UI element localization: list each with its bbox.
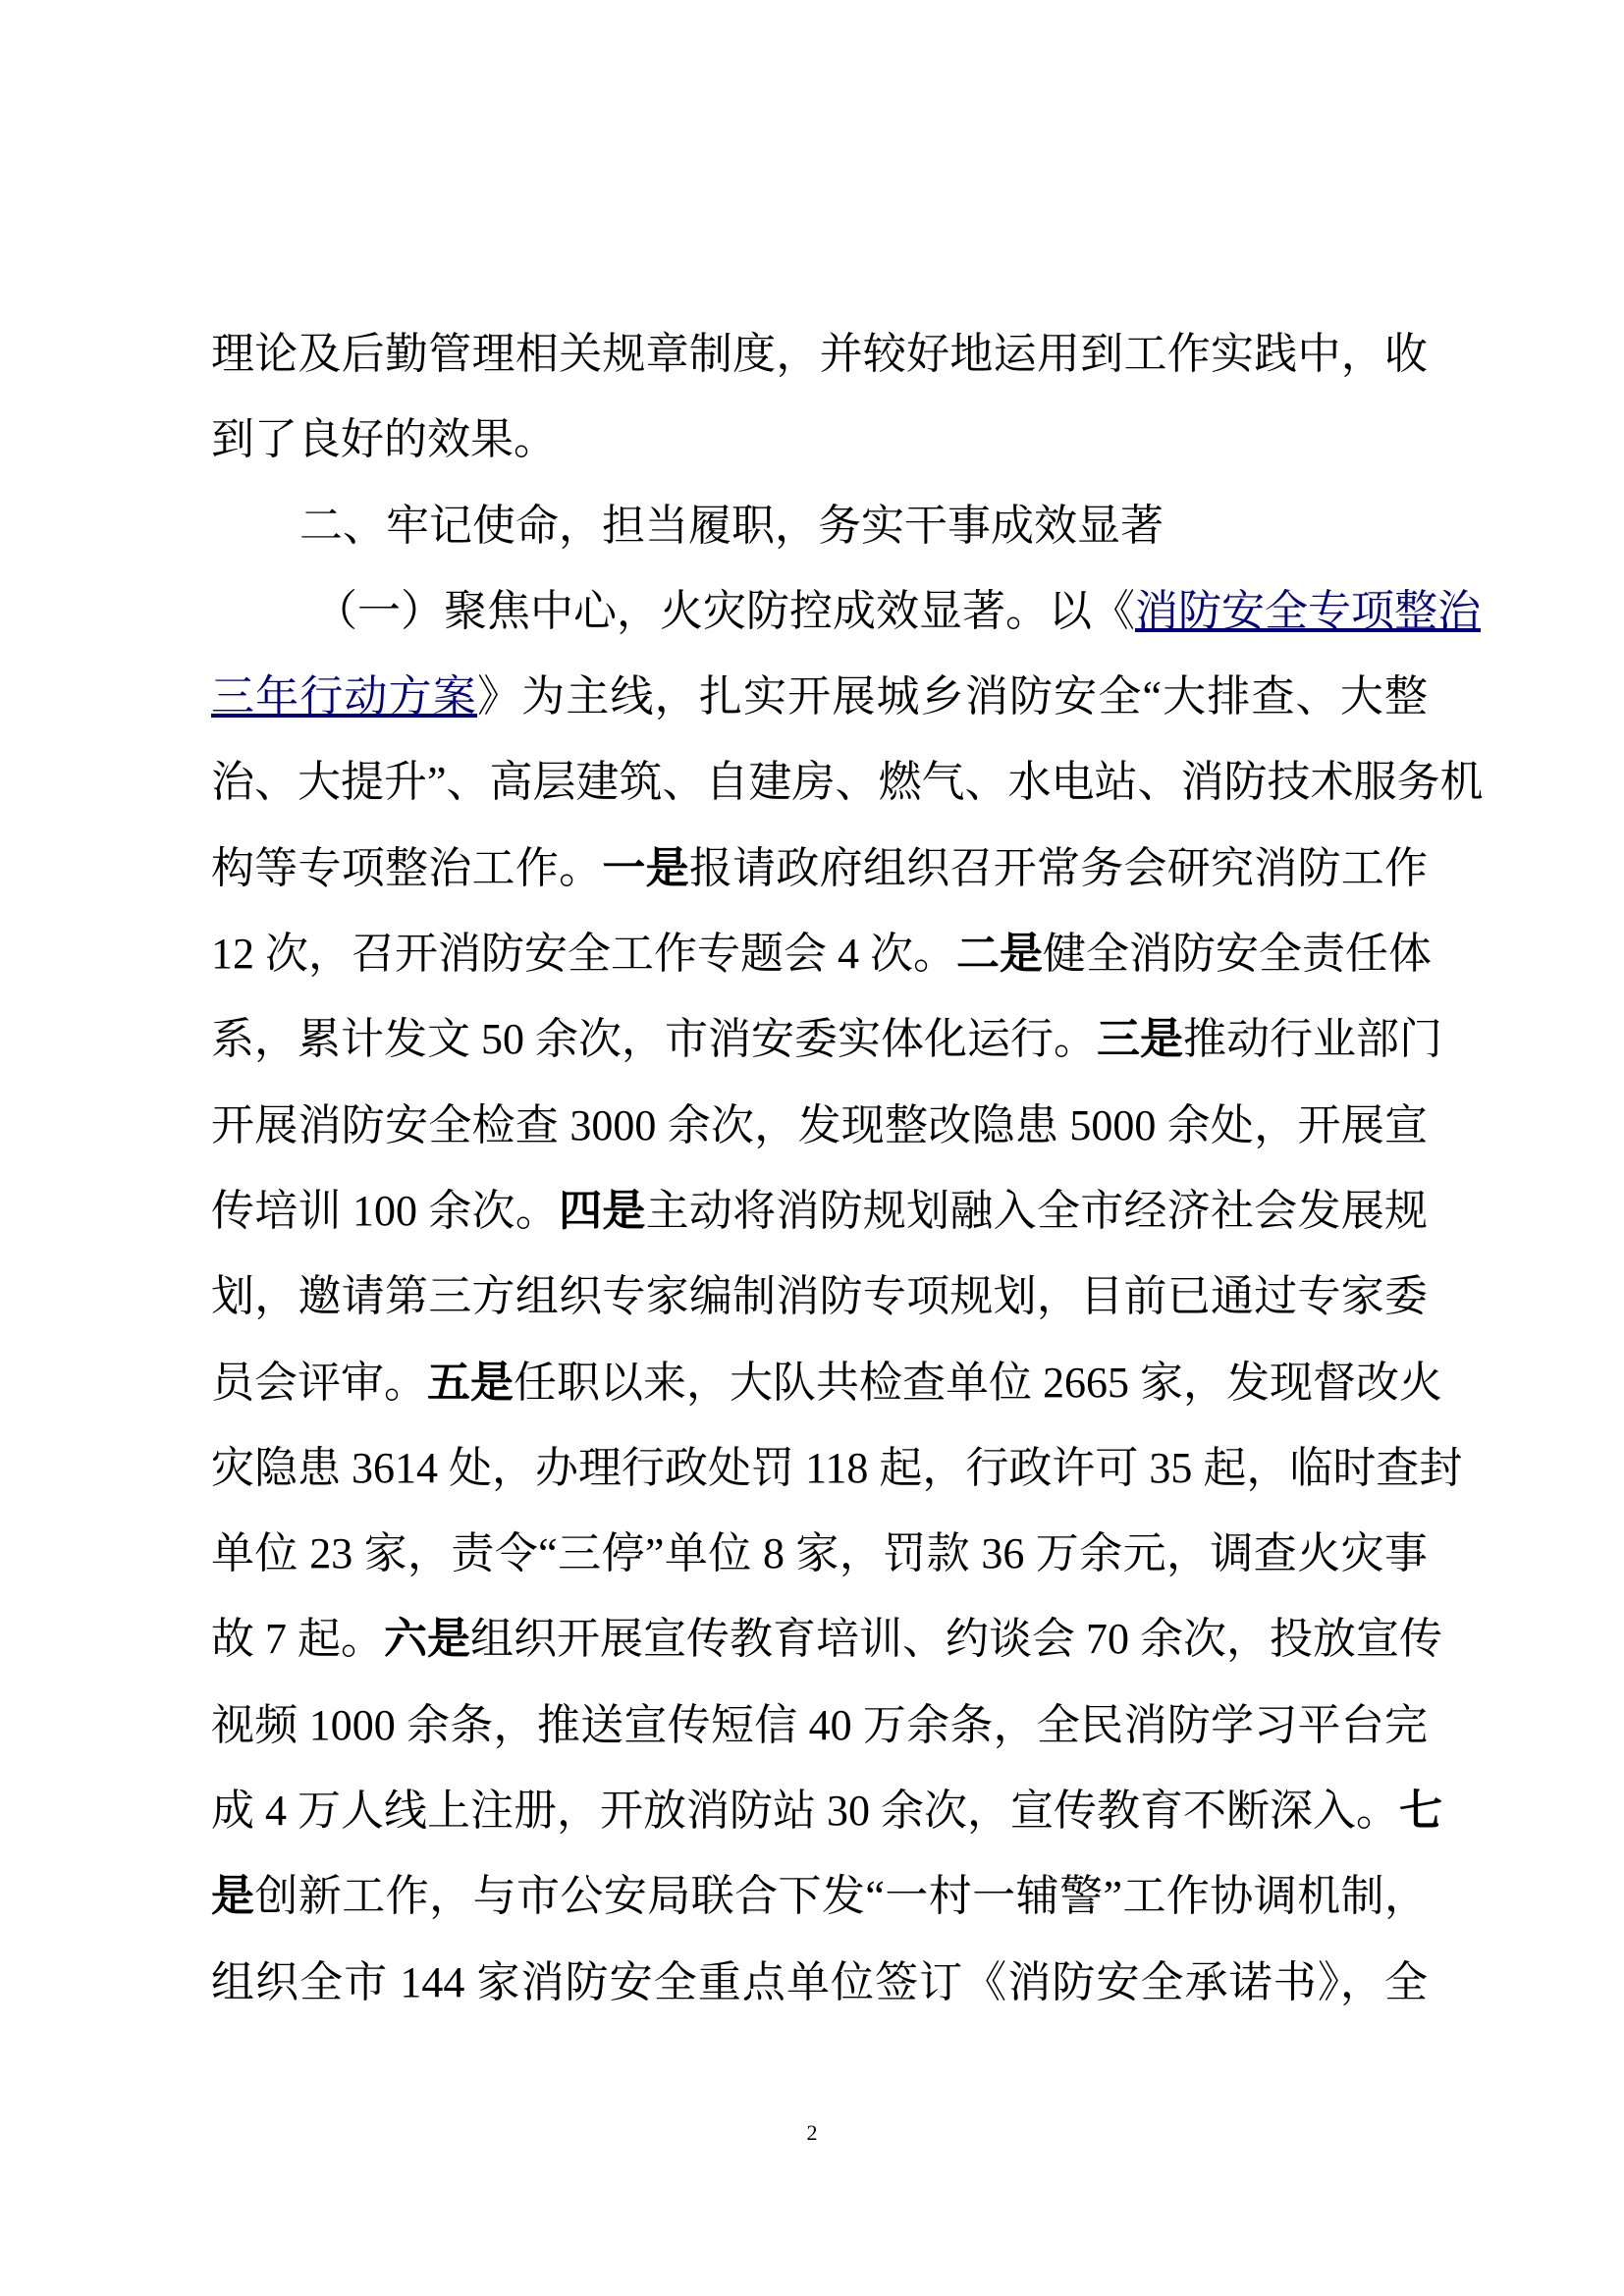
text-run: 理论及后勤管理相关规章制度，并较好地运用到工作实践中，收 (211, 330, 1428, 378)
text-run: 员会评审。 (211, 1358, 427, 1407)
text-run: 组织开展宣传教育培训、约谈会 70 余次，投放宣传 (470, 1615, 1442, 1664)
text-line (211, 1254, 1428, 1339)
bold-text: 七 (1399, 1787, 1442, 1836)
bold-text: 二是 (956, 930, 1043, 979)
document-body (211, 311, 1484, 2025)
text-run: 故 7 起。 (211, 1615, 384, 1664)
text-run: 灾隐患 3614 处，办理行政处罚 118 起，行政许可 35 起，临时查封 (211, 1443, 1463, 1492)
text-line (211, 311, 1428, 397)
text-run: 治、大提升”、高层建筑、自建房、燃气、水电站、消防技术服务机 (211, 758, 1484, 807)
document-link[interactable]: 三年行动方案 (211, 672, 477, 721)
text-line (211, 483, 1428, 568)
text-run: 系，累计发文 50 余次，市消安委实体化运行。 (211, 1015, 1097, 1064)
text-line (211, 1853, 1428, 1939)
text-line (211, 1340, 1442, 1425)
text-line (211, 739, 1484, 825)
text-line (211, 1511, 1428, 1596)
text-run: 主动将消防规划融入全市经济社会发展规 (645, 1186, 1429, 1235)
text-run: 报请政府组织召开常务会研究消防工作 (688, 843, 1429, 892)
text-line (211, 1083, 1428, 1168)
text-line (211, 568, 1481, 654)
text-run: 到了良好的效果。 (211, 415, 557, 464)
text-line (211, 1168, 1428, 1254)
text-line (211, 826, 1428, 911)
text-run: 二、牢记使命，担当履职，务实干事成效显著 (299, 501, 1164, 550)
text-run: 划，邀请第三方组织专家编制消防专项规划，目前已通过专家委 (211, 1272, 1428, 1321)
bold-text: 四是 (559, 1186, 646, 1235)
text-run: 开展消防安全检查 3000 余次，发现整改隐患 5000 余处，开展宣 (211, 1100, 1428, 1149)
text-run: 创新工作，与市公安局联合下发“一村一辅警”工作协调机制， (254, 1872, 1429, 1921)
text-line (211, 1425, 1463, 1511)
text-run: 传培训 100 余次。 (211, 1186, 560, 1235)
text-line (211, 911, 1432, 996)
text-line (211, 1768, 1442, 1853)
text-line (211, 397, 1428, 482)
text-run: 任职以来，大队共检查单位 2665 家，发现督改火 (514, 1358, 1442, 1407)
text-run: 》为主线，扎实开展城乡消防安全“大排查、大整 (477, 672, 1429, 721)
bold-text: 六是 (384, 1615, 470, 1664)
bold-text: 一是 (602, 843, 689, 892)
text-run: 成 4 万人线上注册，开放消防站 30 余次，宣传教育不断深入。 (211, 1787, 1399, 1836)
bold-text: 是 (211, 1872, 255, 1921)
text-run: 组织全市 144 家消防安全重点单位签订《消防安全承诺书》，全 (211, 1957, 1428, 2006)
text-run: 12 次，召开消防安全工作专题会 4 次。 (211, 930, 956, 979)
text-run: 构等专项整治工作。 (211, 843, 603, 892)
text-run: 视频 1000 余条，推送宣传短信 40 万余条，全民消防学习平台完 (211, 1700, 1428, 1749)
text-line (211, 654, 1428, 739)
document-link[interactable]: 消防安全专项整治 (1135, 586, 1481, 635)
page-number: 2 (806, 2120, 818, 2145)
text-run: 推动行业部门 (1183, 1015, 1442, 1064)
text-run: 单位 23 家，责令“三停”单位 8 家，罚款 36 万余元，调查火灾事 (211, 1529, 1428, 1578)
text-run: （一）聚焦中心，火灾防控成效显著。以《 (314, 586, 1135, 635)
text-line (211, 996, 1442, 1082)
bold-text: 三是 (1097, 1015, 1183, 1064)
text-line (211, 1682, 1428, 1768)
bold-text: 五是 (427, 1358, 514, 1407)
text-line (211, 1940, 1428, 2025)
text-run: 健全消防安全责任体 (1043, 930, 1432, 979)
text-line (211, 1596, 1442, 1682)
